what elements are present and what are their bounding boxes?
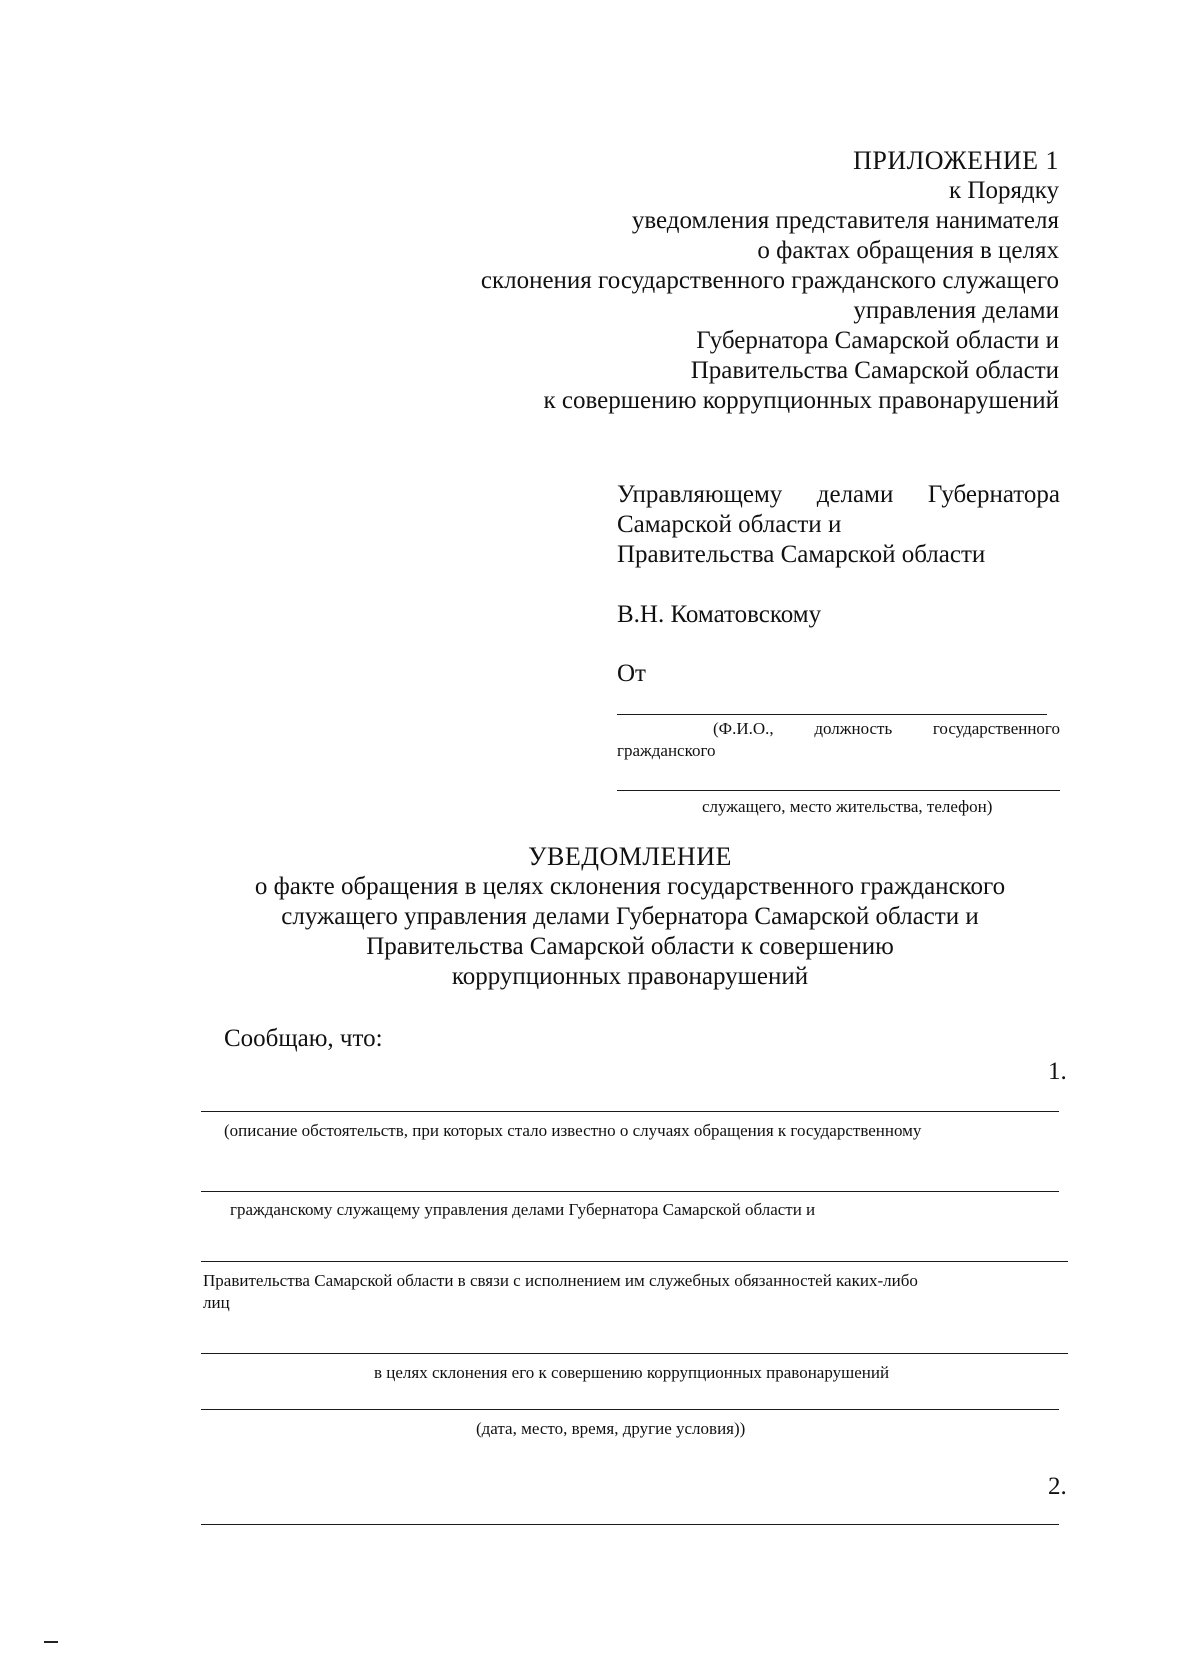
addressee-word: Губернатора [927, 481, 1060, 508]
fill-line-3[interactable] [201, 1261, 1068, 1262]
fill-line-1[interactable] [201, 1111, 1059, 1112]
appendix-line: Правительства Самарской области [690, 357, 1059, 384]
addressee-line: Правительства Самарской области [617, 541, 986, 568]
from-label: От [617, 660, 646, 687]
sender-hint-line: гражданского [617, 741, 716, 760]
notice-title: УВЕДОМЛЕНИЕ [528, 842, 732, 871]
appendix-line: к Порядку [949, 177, 1059, 204]
description-hint-line: (описание обстоятельств, при которых стало известно о случаях обращения к государственному [224, 1121, 922, 1140]
addressee-word: Управляющему [617, 481, 783, 508]
sender-hint-word: государственного [932, 719, 1060, 738]
fill-line-4[interactable] [201, 1353, 1068, 1354]
sender-hint-word: должность [814, 719, 893, 738]
appendix-line: уведомления представителя нанимателя [631, 207, 1059, 234]
description-hint-line: Правительства Самарской области в связи с исполнением им служебных обязанностей каких-либо [203, 1271, 918, 1290]
description-hint-line: гражданскому служащему управления делами Губернатора Самарской области и [230, 1200, 816, 1219]
description-hint-line: (дата, место, время, другие условия)) [476, 1419, 746, 1438]
item-number-2: 2. [1048, 1473, 1067, 1500]
fill-line-2[interactable] [201, 1191, 1059, 1192]
sender-hint-2: служащего, место жительства, телефон) [702, 797, 993, 816]
appendix-line: склонения государственного гражданского служащего [480, 267, 1059, 294]
appendix-line: о фактах обращения в целях [757, 237, 1059, 264]
report-intro: Сообщаю, что: [224, 1025, 383, 1052]
sender-hint [617, 718, 1060, 762]
appendix-header [481, 146, 1059, 416]
appendix-line: управления делами [853, 297, 1059, 324]
sender-details-line[interactable] [617, 790, 1060, 791]
sender-hint-word: (Ф.И.О., [713, 719, 774, 738]
notice-subtitle-line: служащего управления делами Губернатора Самарской области и [281, 903, 979, 930]
notice-heading [0, 842, 1200, 992]
addressee-name: В.Н. Коматовскому [617, 601, 822, 628]
addressee-position-line [617, 480, 1060, 510]
notice-subtitle-line: коррупционных правонарушений [451, 963, 809, 990]
addressee-line: Самарской области и [617, 511, 842, 538]
notice-subtitle-line: Правительства Самарской области к совершению [366, 933, 894, 960]
item-number-1: 1. [1048, 1058, 1067, 1085]
sender-hint-line [617, 718, 1060, 740]
page-mark [44, 1641, 58, 1643]
appendix-line: Губернатора Самарской области и [696, 327, 1059, 354]
fill-line-6[interactable] [201, 1524, 1059, 1525]
addressee-word: делами [816, 481, 894, 508]
description-hint-line: в целях склонения его к совершению коррупционных правонарушений [374, 1363, 890, 1382]
notice-subtitle-line: о факте обращения в целях склонения государственного гражданского [254, 873, 1006, 900]
appendix-line: к совершению коррупционных правонарушений [543, 387, 1059, 414]
sender-name-line[interactable] [617, 714, 1047, 715]
addressee-block [617, 480, 1060, 630]
description-hint-line: лиц [203, 1293, 230, 1312]
appendix-title: ПРИЛОЖЕНИЕ 1 [853, 146, 1059, 175]
fill-line-5[interactable] [201, 1409, 1059, 1410]
